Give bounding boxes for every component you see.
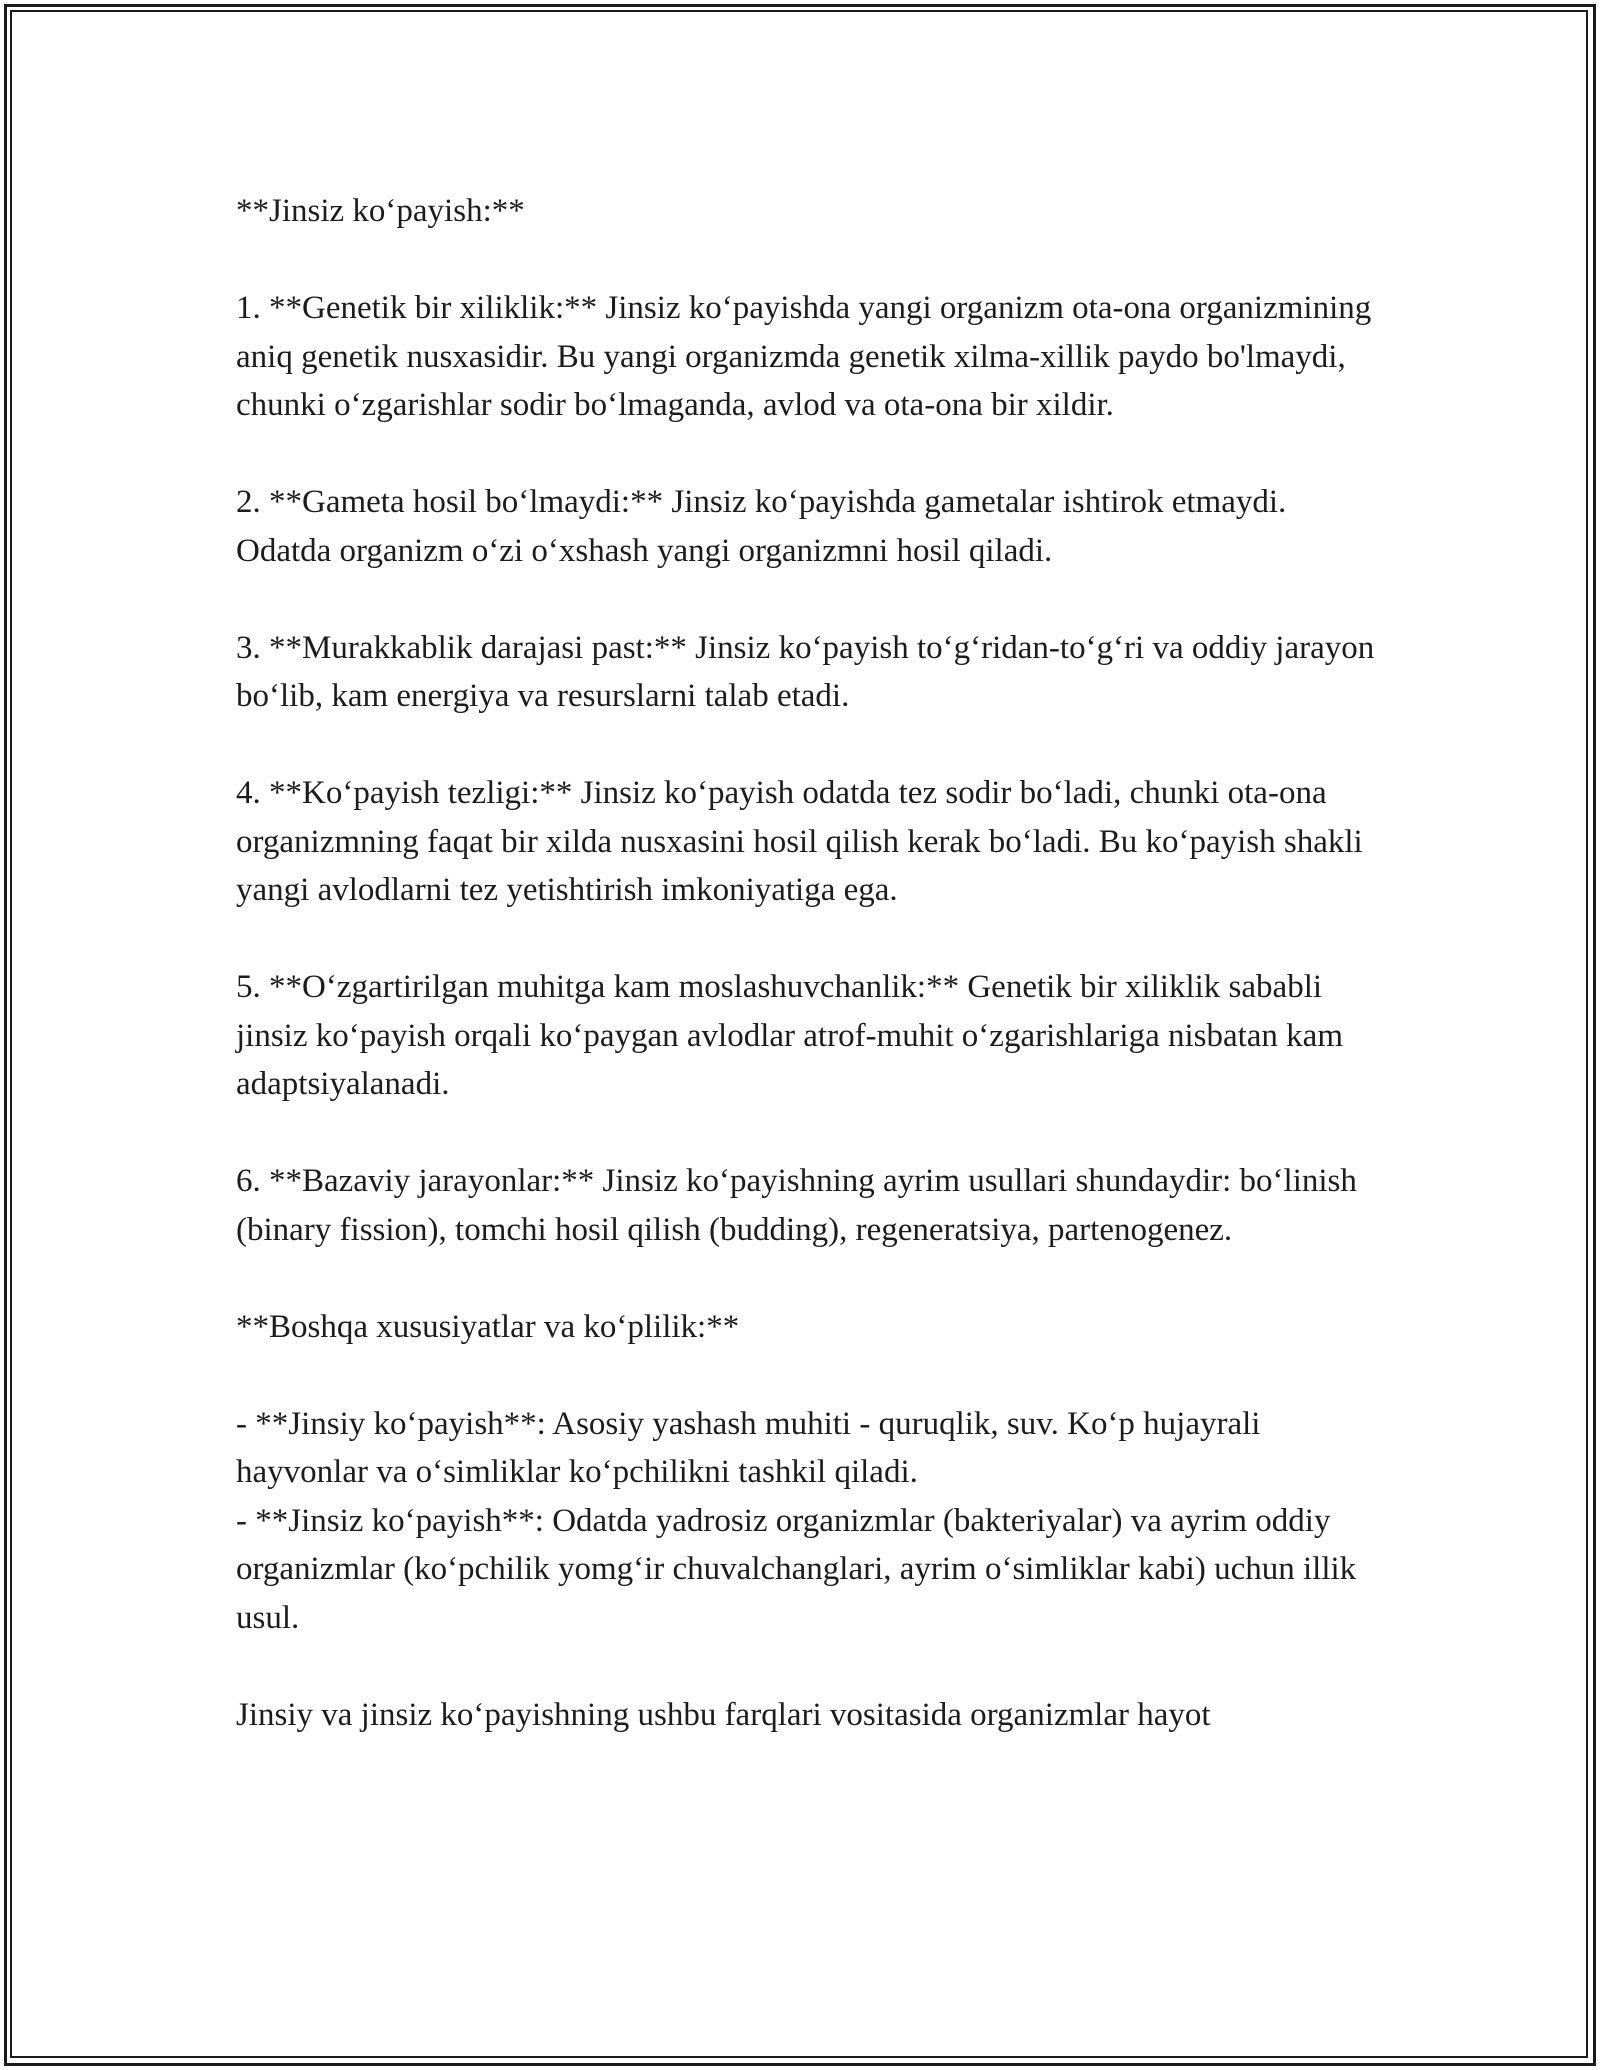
- list-item-genetic-uniformity: 1. **Genetik bir xiliklik:** Jinsiz ko‘payishda yangi organizm ota-ona organizmining aniq genetik nusxasidir. Bu yangi organizmda genetik xilma-xillik paydo bo'lmaydi, chunki o‘zgarishlar sodir bo‘lmaganda, avlod va ota-ona bir xildir.: [236, 290, 1372, 423]
- document-body: [236, 187, 1376, 1788]
- list-item-low-adaptability: 5. **O‘zgartirilgan muhitga kam moslashuvchanlik:** Genetik bir xiliklik sababli jinsiz ko‘payish orqali ko‘paygan avlodlar atrof-muhit o‘zgarishlariga nisbatan kam adaptsiyalanadi.: [236, 969, 1343, 1102]
- closing-paragraph: Jinsiy va jinsiz ko‘payishning ushbu farqlari vositasida organizmlar hayot: [236, 1696, 1211, 1733]
- section-heading-asexual: **Jinsiz ko‘payish:**: [236, 193, 525, 229]
- bullet-asexual-reproduction: - **Jinsiz ko‘payish**: Odatda yadrosiz organizmlar (bakteriyalar) va ayrim oddiy organizmlar (ko‘pchilik yomg‘ir chuvalchanglari, ayrim o‘simliklar kabi) uchun illik usul.: [236, 1502, 1357, 1636]
- list-item-low-complexity: 3. **Murakkablik darajasi past:** Jinsiz ko‘payish to‘g‘ridan-to‘g‘ri va oddiy jarayon bo‘lib, kam energiya va resurslarni talab etadi.: [236, 629, 1375, 714]
- section-heading-other-features: **Boshqa xususiyatlar va ko‘plilik:**: [236, 1308, 740, 1345]
- list-item-reproduction-speed: 4. **Ko‘payish tezligi:** Jinsiz ko‘payish odatda tez sodir bo‘ladi, chunki ota-ona organizmning faqat bir xilda nusxasini hosil qilish kerak bo‘ladi. Bu ko‘payish shakli yangi avlodlarni tez yetishtirish imkoniyatiga ega.: [236, 775, 1363, 908]
- list-item-no-gametes: 2. **Gameta hosil bo‘lmaydi:** Jinsiz ko‘payishda gametalar ishtirok etmaydi. Odatda organizm o‘zi o‘xshash yangi organizmni hosil qiladi.: [236, 484, 1287, 569]
- bullet-sexual-reproduction: - **Jinsiy ko‘payish**: Asosiy yashash muhiti - quruqlik, suv. Ko‘p hujayrali hayvonlar va o‘simliklar ko‘pchilikni tashkil qiladi.: [236, 1405, 1261, 1490]
- list-item-basic-processes: 6. **Bazaviy jarayonlar:** Jinsiz ko‘payishning ayrim usullari shundaydir: bo‘linish (binary fission), tomchi hosil qilish (budding), regeneratsiya, partenogenez.: [236, 1163, 1357, 1248]
